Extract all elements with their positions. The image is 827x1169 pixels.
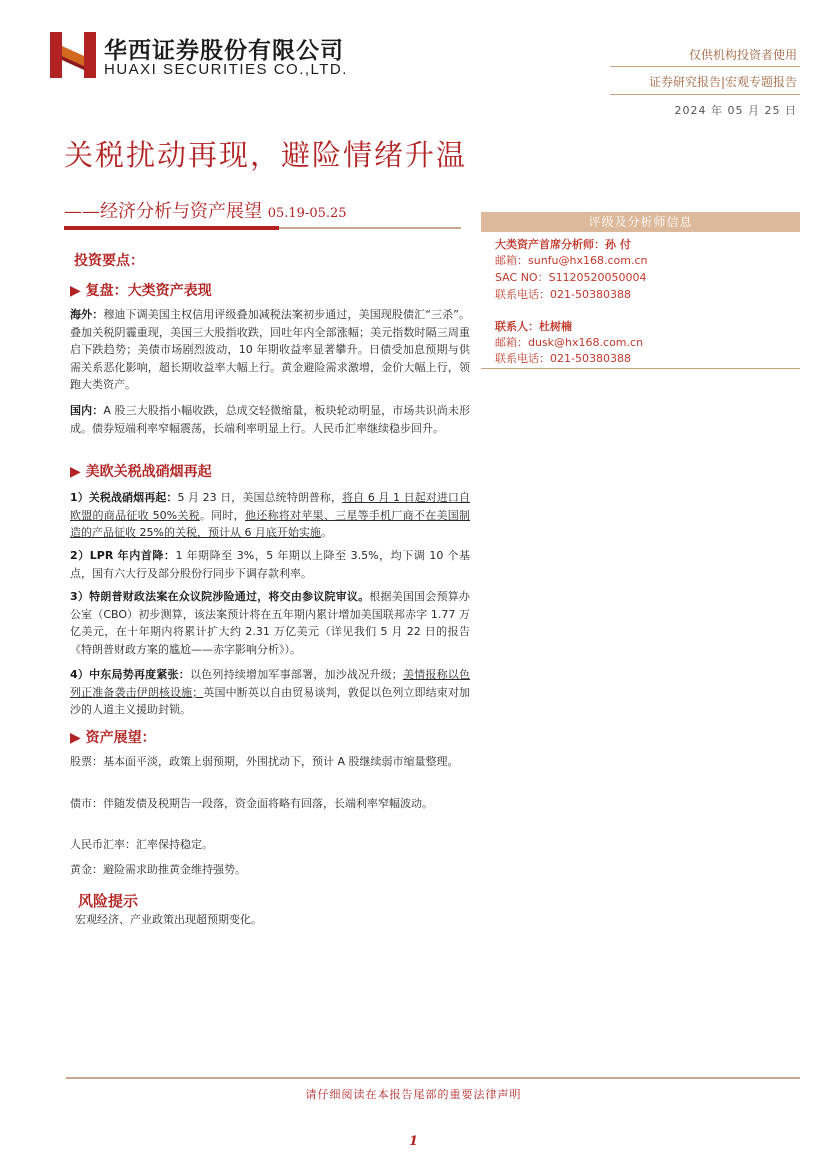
risk-text: 宏观经济、产业政策出现超预期变化。: [75, 913, 262, 926]
point-1-text-b: 。同时，: [199, 508, 245, 522]
point-2-paragraph: [70, 547, 470, 582]
overseas-label: 海外：: [70, 308, 104, 321]
point-4-label: 4）中东局势再度紧张：: [70, 668, 190, 681]
contact-email[interactable]: 邮箱：dusk@hx168.com.cn: [495, 336, 644, 349]
outlook-bonds: 债市：伴随发债及税期告一段落，资金面将略有回落，长端利率窄幅波动。: [70, 797, 433, 810]
contact-phone: 联系电话：021-50380388: [495, 352, 631, 365]
report-title: 关税扰动再现，避险情绪升温: [64, 138, 468, 172]
report-date: 2024 年 05 月 25 日: [674, 104, 797, 117]
company-logo: [50, 32, 96, 78]
analyst-info-heading: 评级及分析师信息: [481, 212, 800, 232]
company-name-cn: 华西证券股份有限公司: [104, 37, 344, 64]
section-review-title: 复盘：大类资产表现: [85, 283, 212, 299]
legal-notice: 请仔细阅读在本报告尾部的重要法律声明: [305, 1088, 522, 1101]
investment-highlights-heading: 投资要点：: [74, 253, 144, 269]
page-number: 1: [408, 1134, 419, 1149]
point-3-paragraph: [70, 588, 470, 658]
analyst-title: 大类资产首席分析师：孙 付: [495, 238, 631, 251]
point-4-text-a: 以色列持续增加军事部署，加沙战况升级；: [189, 668, 403, 681]
outlook-gold: 黄金：避险需求助推黄金维持强势。: [70, 863, 246, 876]
point-4-paragraph: [70, 666, 470, 719]
point-1-paragraph: [70, 489, 470, 542]
triangle-bullet-icon: ▶: [70, 464, 86, 480]
overseas-text: 穆迪下调美国主权信用评级叠加减税法案初步通过，美国现股债汇“三杀”。叠加关税阴霾重现，美国三大股指收跌，回吐年内全部涨幅；美元指数时隔三周重启下跌趋势；美债市场剧烈波动，10 年期收益率显著攀升。日债受加息预期与供需关系恶化影响，超长期收益率大幅上行。黄金避险需求激增，金价大幅上行，领跑大类资产。: [70, 308, 471, 392]
report-type: 证券研究报告|宏观专题报告: [648, 75, 797, 89]
section-review-heading: [70, 280, 212, 300]
point-1-label: 1）关税战硝烟再起：: [70, 491, 178, 504]
point-2-label: 2）LPR 年内首降：: [70, 549, 176, 562]
triangle-bullet-icon: ▶: [70, 730, 86, 746]
section-tariff-heading: [70, 461, 212, 481]
analyst-phone: 联系电话：021-50380388: [495, 288, 631, 301]
subtitle-date-range: 05.19-05.25: [267, 206, 347, 221]
section-outlook-title: 资产展望：: [85, 730, 156, 746]
distribution-notice: 仅供机构投资者使用: [688, 48, 797, 62]
domestic-text: A 股三大股指小幅收跌，总成交轻微缩量，板块轮动明显，市场共识尚未形成。债券短端利率窄幅震荡，长端利率明显上行。人民币汇率继续稳步回升。: [70, 404, 470, 435]
section-outlook-heading: [70, 727, 156, 747]
point-1-text-c: 。: [320, 526, 332, 540]
point-1-underlined-eu: 将自 6 月 1 日起对进口自欧盟的商品征收 50%关税: [70, 491, 471, 522]
analyst-email[interactable]: 邮箱：sunfu@hx168.com.cn: [495, 254, 648, 267]
domestic-label: 国内：: [70, 404, 104, 417]
outlook-rmb: 人民币汇率：汇率保持稳定。: [70, 838, 213, 851]
header-divider: [610, 66, 800, 67]
triangle-bullet-icon: ▶: [70, 283, 86, 299]
point-3-label: 3）特朗普财政法案在众议院涉险通过，将交由参议院审议。: [70, 590, 370, 603]
company-name-en: HUAXI SECURITIES CO.,LTD.: [104, 61, 348, 78]
point-4-text-b: 英国中断英以自由贸易谈判，敦促以色列立即结束对加沙的人道主义援助封锁。: [70, 685, 471, 717]
point-3-text: 根据美国国会预算办公室（CBO）初步测算，该法案预计将在五年期内累计增加美国联邦赤字 1.77 万亿美元，在十年期内将累计扩大约 2.31 万亿美元（详见我们 5 月 22 日的报告《特朗普财政方案的尴尬——赤字影响分析》）。: [70, 590, 471, 656]
risk-heading: 风险提示: [78, 892, 139, 910]
point-2-text: 1 年期降至 3%，5 年期以上降至 3.5%，均下调 10 个基点，国有六大行及部分股份行同步下调存款利率。: [70, 549, 471, 580]
point-1-text-a: 5 月 23 日，美国总统特朗普称，: [177, 491, 343, 504]
subtitle-text: ——经济分析与资产展望: [64, 201, 262, 222]
contact-title: 联系人：杜树楠: [495, 320, 572, 333]
report-subtitle: [64, 197, 347, 223]
point-1-underlined-phones: 他还称将对苹果、三星等手机厂商不在美国制造的产品征收 25%的关税，预计从 6 月底开始实施: [70, 508, 471, 540]
section-tariff-title: 美欧关税战硝烟再起: [85, 464, 212, 480]
analyst-info-box: [481, 232, 800, 369]
title-rule-accent: [64, 226, 279, 230]
analyst-sac: SAC NO：S1120520050004: [495, 271, 647, 284]
overseas-paragraph: [70, 306, 470, 394]
footer-rule: [66, 1077, 800, 1079]
header-divider: [610, 94, 800, 95]
domestic-paragraph: [70, 402, 470, 437]
point-4-underlined-intel: 美情报称以色列正准备袭击伊朗核设施；: [70, 668, 471, 699]
outlook-stocks: 股票：基本面平淡，政策上弱预期，外围扰动下，预计 A 股继续弱市缩量整理。: [70, 755, 459, 768]
